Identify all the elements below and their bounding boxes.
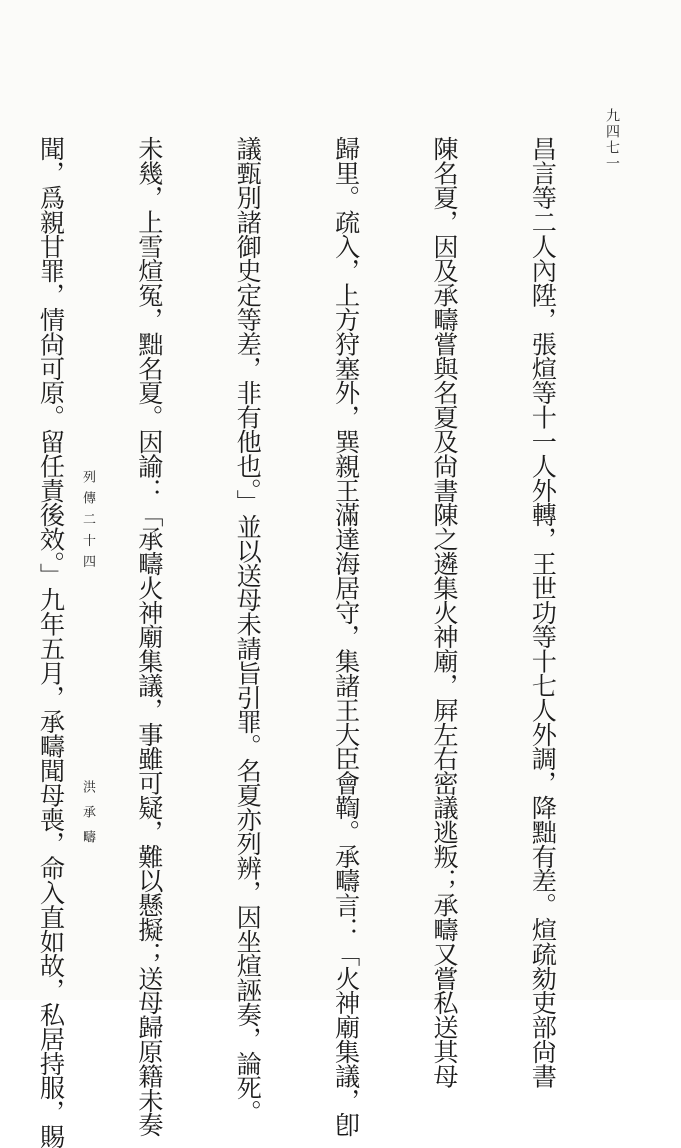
text-column: 昌言等二人內陞，張煊等十一人外轉，王世功等十七人外調，降黜有差。煊疏劾吏部尙書 <box>528 136 558 1088</box>
text-column: 聞，爲親甘罪，情尙可原。留任責後效。」九年五月，承疇聞母喪，命入直如故，私居持服，賜 <box>36 136 66 1148</box>
page-number: 九四七一 <box>604 108 620 172</box>
text-column: 歸里。疏入，上方狩塞外，巽親王滿達海居守，集諸王大臣會鞫。承疇言：「火神廟集議，卽 <box>331 136 361 1137</box>
text-column: 未幾，上雪煊冤，黜名夏。因諭：「承疇火神廟集議，事雖可疑，難以懸擬；送母歸原籍未奏 <box>134 136 164 1137</box>
running-head-subject: 洪 承 疇 <box>80 780 95 848</box>
text-column: 議甄別諸御史定等差，非有他也。」並以送母未請旨引罪。名夏亦列辨，因坐煊誣奏，論死。 <box>233 136 263 1124</box>
text-column: 陳名夏，因及承疇嘗與名夏及尙書陳之遴集火神廟，屛左右密議逃叛；承疇又嘗私送其母 <box>430 136 460 1088</box>
running-head-section: 列 傳 二 十 四 <box>80 470 95 570</box>
